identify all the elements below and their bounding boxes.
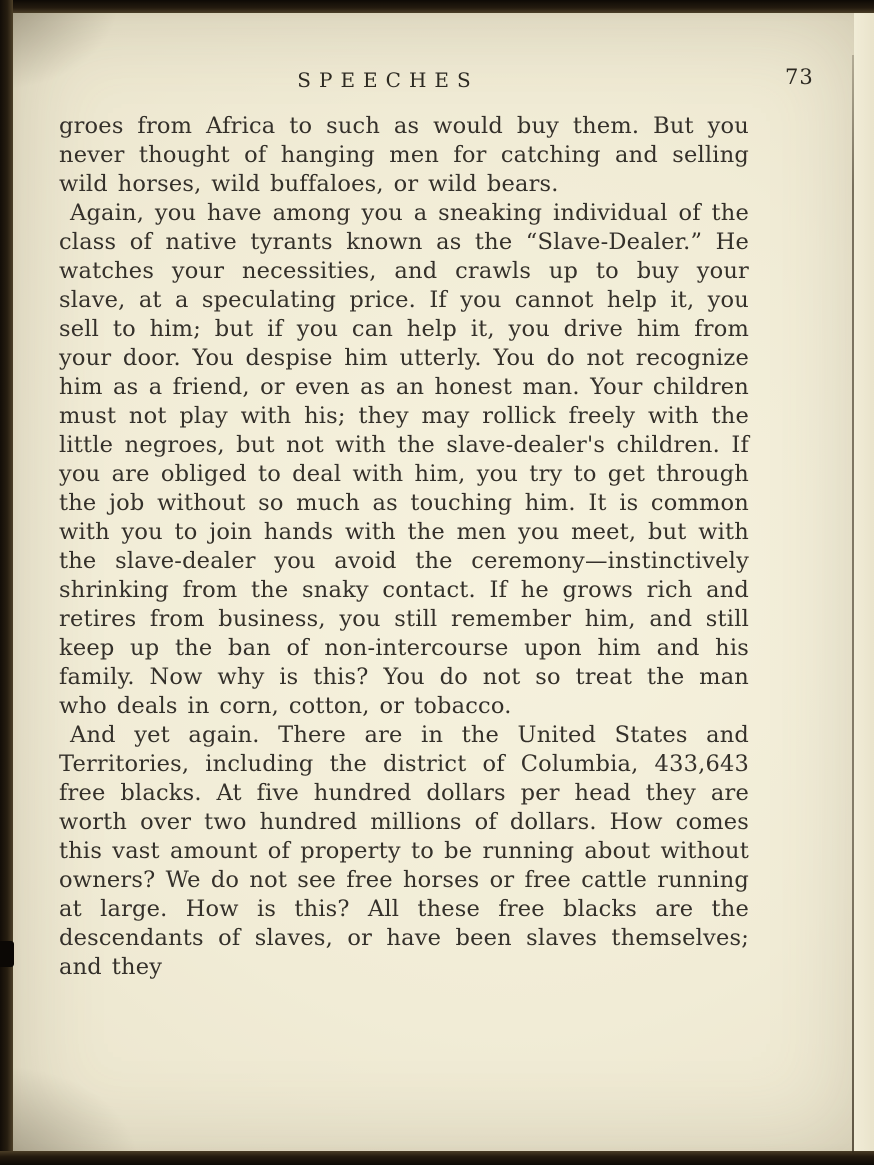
header-title: SPEECHES: [297, 68, 479, 92]
scan-corner-shadow-bottom-left: [0, 1065, 140, 1165]
body-text: [59, 112, 749, 982]
paragraph-slave-dealer: Again, you have among you a sneaking individual of the class of native tyrants known as the “Slave-Dealer.” He watches your necessities, and crawls up to buy your slave, at a speculating price. If you cannot help it, you sell to him; but if you can help it, you drive him from your door. You despise him utterly. You do not recognize him as a friend, or even as an honest man. Your children must not play with his; they may rollick freely with the little negroes, but not with the slave-dealer's children. If you are obliged to deal with him, you try to get through the job without so much as touching him. It is common with you to join hands with the men you meet, but with the slave-dealer you avoid the ceremony—instinctively shrinking from the snaky contact. If he grows rich and retires from business, you still remember him, and still keep up the ban of non-intercourse upon him and his family. Now why is this? You do not so treat the man who deals in corn, cotton, or tobacco.: [59, 200, 749, 719]
scan-edge-left: [0, 0, 13, 1165]
page-header: [60, 65, 814, 96]
paragraph-free-blacks: And yet again. There are in the United States and Territories, including the district of Columbia, 433,643 free blacks. At five hundred dollars per head they are worth over two hundred millions of dollars. How comes this vast amount of property to be running about without owners? We do not see free horses or free cattle running at large. How is this? All these free blacks are the descendants of slaves, or have been slaves themselves; and they: [59, 722, 749, 980]
paragraph-continuation: groes from Africa to such as would buy them. But you never thought of hanging men for catching and selling wild horses, wild buffaloes, or wild bears.: [59, 113, 749, 197]
scan-gutter-line-right: [852, 55, 854, 1153]
scan-edge-bottom: [0, 1151, 874, 1165]
scan-left-edge-notch: [0, 941, 14, 967]
page-number: 73: [785, 65, 814, 89]
scan-edge-top: [0, 0, 874, 13]
right-margin-strip: [854, 13, 874, 1151]
